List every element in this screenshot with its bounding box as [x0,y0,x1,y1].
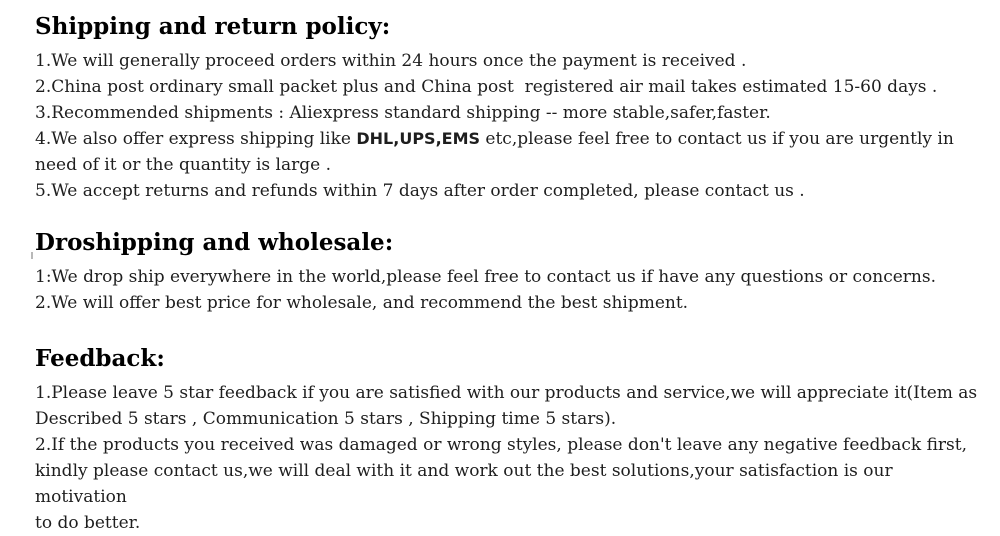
dropshipping-heading: Droshipping and wholesale: [35,229,394,256]
feedback-line-1: 1.Please leave 5 star feedback if you are satisfied with our products and service,we will appreciate it(Item as [35,383,978,403]
shipping-line-4-pre: 4.We also offer express shipping like [35,129,357,149]
section-shipping [35,12,982,204]
feedback-line-4: kindly please contact us,we will deal with it and work out the best solutions,your satisfaction is our motivation [35,461,899,507]
feedback-line-2: Described 5 stars , Communication 5 stars , Shipping time 5 stars). [35,409,617,429]
feedback-line-3: 2.If the products you received was damaged or wrong styles, please don't leave any negative feedback first, [35,435,967,455]
stray-artifact-mark [31,252,33,259]
shipping-line-3: 3.Recommended shipments : Aliexpress standard shipping -- more stable,safer,faster. [35,103,771,123]
shipping-line-6: 5.We accept returns and refunds within 7 days after order completed, please contact us . [35,181,805,201]
section-dropshipping [35,228,982,316]
shipping-line-5: need of it or the quantity is large . [35,155,332,175]
section-feedback [35,344,982,536]
shipping-line-4 [35,126,982,152]
shipping-heading: Shipping and return policy: [35,13,391,40]
dropshipping-line-2: 2.We will offer best price for wholesale, and recommend the best shipment. [35,293,689,313]
shipping-line-4-post: etc,please feel free to contact us if you are urgently in [480,129,954,149]
shipping-line-1: 1.We will generally proceed orders within 24 hours once the payment is received . [35,51,747,71]
dropshipping-line-1: 1:We drop ship everywhere in the world,please feel free to contact us if have any questions or concerns. [35,267,936,287]
feedback-line-5: to do better. [35,513,141,533]
feedback-heading: Feedback: [35,345,165,372]
shipping-line-2: 2.China post ordinary small packet plus and China post registered air mail takes estimated 15-60 days . [35,77,938,97]
carriers-bold-text: DHL,UPS,EMS [356,129,481,148]
